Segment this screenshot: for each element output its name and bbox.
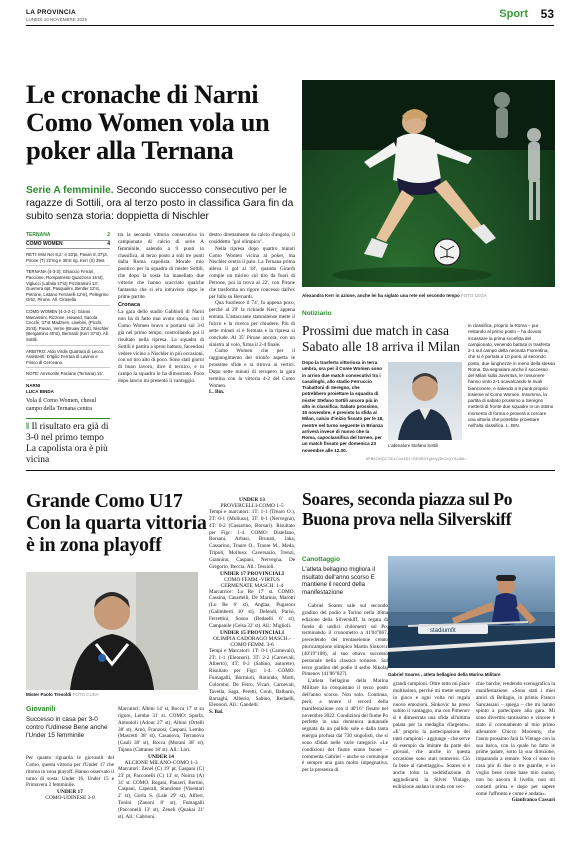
como-column-1 <box>26 755 114 801</box>
body-paragraph: Marcatrice: Lo Re 17' st. COMO: Cassina, Casartelli, De Marinis, Marotti (Lo Re 6' st), Anglaa, Pugaroni (Galimberti 10' st), Defendi, Parisi, Ferrettini, Sosno (Bedaelli 6' st), Campanile (Celsa 33' st). All.: Miglioli. <box>209 588 295 629</box>
body-paragraph: tra la seconda vittoria consecutiva in campionato di calcio di serie A femminile, salendo a 9 punti in classifica, al terzo posto a soli tre punti dalla Roma capolista. Morale mio positivo per la squadra di mister Sottili, che dopo la sosta ha inanellato due vittorie che hanno scacciato qualche fantasma che si era intravisto dopo le prime partite. <box>118 232 204 300</box>
subhead-como: Successo in casa per 3-0 contro l'Udinese Bene anche l'Under 15 femminile <box>26 716 108 739</box>
headline-milan: Prossimi due match in casa Sabato alle 18 arriva il Milan <box>302 323 460 354</box>
signature: L. Bin. <box>209 389 225 396</box>
box-referee: ARBITRO: Aldo Virdis Quartara di Lecco. Assistenti: D'Igilio Ferrara di Lavinio e Frisco di Cerceano. <box>26 349 110 369</box>
soares-photo-art <box>388 556 555 668</box>
stadiumfit-sign: stadiumfit <box>430 628 456 634</box>
box-goals: RETI: Mist Ner 8,2 ' e 33'pt, Pavan 6',37'pt, Pirone (T) 22'mg e 35'st rig, Kerr (S) 29st. <box>26 252 110 266</box>
match-score: COMO FEMM.-VIRTUS CERMENATE MASCH. 1-4 <box>220 576 284 589</box>
category-heading: UNDER 17 <box>57 789 83 796</box>
category-heading: UNDER 14 <box>148 753 174 760</box>
photo-soares <box>388 556 555 668</box>
body-paragraph: Tempi e Marcatori: 1T: 0-1 (Carnevali), 2T: 1-1 (Eleonori). 3T: 2-2 (Carnevali, Alberto), 4T: 0-2 (Sabino, autorete). Risultato per Figc: 1-4. COMO: Fumagalli, Bormioli, Rotondo, Motti, Colombo; De Ferro, Vicari, Carnevali, Tavella, Saga, Peretti, Conti, Balbarin, Barraghi, Alberio, Sabino, Redaelli, Eleonori. All.: Gandelli. <box>209 647 295 709</box>
body-paragraph: Tempi e marcatori: 1T: 1-1 (Trearo O.), 2T: 0-1 (Molluso), 3T: 0-1 (Nervegna), 4T: 0-2 (Cassarino, Borsari). Risultato per Figc: 1-4. COMO: Distefano, Borsani, Arbasi, Brunati, Jaka, Cassarino, Traore O., Traore M., Meda, Tripoli, Molluso; Caversazio, Trenzi, Giannino, Caspani, Nervegna, De Gregorio, Beccia. All.: Tessioli. <box>209 509 295 570</box>
results-box <box>26 232 110 466</box>
body-paragraph: Como Women che per il raggiungimento del trionfo aspetta le prossime sfide e si ritrova ai vertici. Dopo sette minuti di recupero la gara termina con la vittoria 4-2 del Como Women. <box>209 348 295 389</box>
issue-date: LUNEDÌ 10 NOVEMBRE 2025 <box>26 17 88 22</box>
signature: Gianfranco Cassari <box>511 797 555 804</box>
soares-column-1 <box>302 603 388 774</box>
team-name: COMO WOMEN <box>26 240 63 247</box>
body-paragraph: La gara dello stadio Gabbioli di Narni non ha di fatto mai avuto storia, con il Como Women bravo a portarsi sul 3-0 già nel primo tempo, controllando poi il risultato nella ripresa. La squadra di Sottili è partita a spron battuto, facendosi vedere vicino a Nischler in più occasioni, con un tiro alto di poco. Sono stati giorni di buon lavoro, dice il tecnico, e in campo la squadra lo ha dimostrato. Poco dopo lancio mi presentò il vantaggio. <box>118 309 204 384</box>
section-divider <box>26 470 555 471</box>
team-score: 4 <box>107 240 110 247</box>
narni-column-3 <box>209 232 295 396</box>
body-paragraph: L'atleta bellagino della Marina Militare ha conquistato il terzo posto dell'anno scorso. Non solo. Continua, però, a tenere il record della manifestazione con il 40'16" fissato nel novembre 2022. Condizioni del fiume Po perfette in una domenica autunnale segnata da un pallido sole e dalla tanta energia profusa dai 730 singolisti, che si sono sfidati nelle varie categorie. «Le condizioni del fiume erano buone – commenta Gabriel – anche se comunque è sempre una gara molto impegnativa, per la presenza di <box>302 678 388 774</box>
body-paragraph: in classifica, proprio la Roma – pur restando al primo posto – ha dovuto incassare la prima sconfitta del campionato, venendo battuta in trasferta 2-1 sul campo della neonata Fiorentina, che si è portata a 10 punti, al secondo posto, due lunghezze in meno della stessa Roma. Da segnalare anche il successo del Milan sulla Juventus, le rossonere hanno vinto 2-1 scavalcando le rivali bianconere, e salendo a 9 punti proprio insieme al Como Women. Insomma, la partita di sabato prossimo a Seregno metterà di fronte due squadre in un ottimo momento di forma e proverà a cercare una vittoria che potrebbe proiettare nell'alta classifica. <box>468 323 555 428</box>
body-paragraph: Qua fuoriesce il 74', fa appena poco, perché al 29' la richiude Kerr, appena entrata. L'attaccante statunitense mette il fulcro e la ricerca per chiudere. Più di sette minuti si è fermata e la ripresa si conclude. Al 35' Pirone ancora, con un sinistro al volo, firma il 2-4 finale. <box>209 300 295 348</box>
signature: S. Bal. <box>209 709 224 716</box>
box-notes: NOTE: Ammonite Paciane (Ternana) 15'. <box>26 371 110 380</box>
headline-como-u17: Grande Como U17 Con la quarta vittoria è in zona playoff <box>26 490 207 556</box>
milan-column-2 <box>468 323 555 429</box>
photo-tresoldi <box>26 572 198 690</box>
body-paragraph: grandi campioni. Oltre tutto mi piace moltissimo, perché mi mette sempre in gioco e ogni volta mi regala nuove emozioni. Sinkovic ha preso subito il vantaggio, ma con Pimenov si è dimostrata una sfida all'ultima palata per la medaglia d'argento». «E' proprio la partecipazione dei tanti campioni - aggiunge - che serve di esempio da imitare da parte dei giovani, che anche in questa occasione sono stati numerosi. Ciò fa bene al canottaggio». Soares si è anche tolto la soddisfazione di aggiudicarsi la Silver Vintage, esibizione andata in onda con vec- <box>393 681 470 790</box>
caption-sottili: L'allenatore Stefano Sottili <box>388 443 438 448</box>
section-name: Sport <box>499 8 528 20</box>
subhead-soares: L'atleta bellagino migliora il risultato dell'anno scorso E mantiene il record della manifestazione <box>302 566 375 596</box>
caption-tresoldi <box>26 692 198 697</box>
label-giovanili: Giovanili <box>26 706 56 713</box>
byline <box>26 383 110 395</box>
standing-row-como <box>26 241 110 250</box>
folio-code: 6PBKOHQCT5tLCnlr5D1+BESBV5gkHyj3hCcQYSvl8A= <box>366 457 468 461</box>
headline-narni: Le cronache di Narni Como Women vola un poker alla Ternana <box>26 79 270 165</box>
label-canottaggio: Canottaggio <box>302 556 340 563</box>
quote-bars-icon: ‖ <box>26 422 32 433</box>
masthead-rule <box>26 25 554 26</box>
label-notiziario: Notiziario <box>302 310 332 317</box>
category-heading: UNDER 15 PROVINCIALI <box>219 629 285 636</box>
body-paragraph: Per quanto riguarda le giovanili del Como, questa vittoria per l'Under 17 che ritorna in zona playoff. Hanno osservato il turno di sosta: Under 16, Under 15 e Primavera 2 femminile. <box>26 755 114 789</box>
match-score: PROVERCELLI-COMO 1-5 <box>220 503 284 509</box>
team-score: 2 <box>107 232 110 238</box>
como-column-3 <box>209 497 295 716</box>
photo-credit: FOTO LEGA <box>461 293 487 298</box>
byline-place: NARNI <box>26 382 41 388</box>
caption-text: Alexandra Kerr in azione, anche lei ha siglato una rete nel secondo tempo <box>302 293 460 298</box>
subhead-cronaca: Cronaca <box>118 302 141 309</box>
body-paragraph: destro direttamente da calcio d'angolo, il cosiddetto "gol olimpico". <box>209 232 295 245</box>
headline-soares: Soares, seconda piazza sul Po Buona prova nella Silverskiff <box>302 489 513 529</box>
body-paragraph: Marcatori: Albini 14' st, Bocca 17' st su rigore, Lembo 31' st. COMO: Sparfa, Antonioli (Adour 27' st), Albini (Ortelli 38' st), Arnò, Franzosi, Caspani, Lembo (Mascetti 38' st), Casanova, Terranova (Cauli 38' st), Bocca (Morani 38' st), Tajano (Cattaneo 18' st). All.: Lori. <box>118 706 204 754</box>
tresoldi-photo-art <box>26 572 198 690</box>
match-score: ALCIONE MILANO-COMO 1-3 <box>124 759 198 766</box>
caption-soares: Gabriel Soares , atleta bellagino della Marina Militare <box>388 672 501 677</box>
body-paragraph: Nella ripresa dopo quattro minuti Como Women vicina al poker, ma Nischler centra il palo. La Ternana prima alleva il gol al 18', quando Girardi compie un mirino col tiro da fuori di Petrone, poi la trova al 22', con Pirone che trasforma un rigore concesso dall'ex per fallo su Bernardi. <box>209 245 295 300</box>
box-ternana-lineup: TERNANA (4-3-3): Ghiaccio Ferrari, Paccione, Rompamenti Quazzoso 15'st), Viglucci (Lafaila 27'st) Pizzitramini 13', Guerrera 6pt, Pasqualini, Bentler 12'st, Petrone, Listano Ferrarelli 12'st), Pellegrino Ortiz, Pirone. All. Cirasella <box>26 269 110 306</box>
milan-lead: Dopo la trasferta vittoriosa in terra umbra, ora per il Come Women sono in arrivo due match consecutivi tra i casalinghi, allo stadio Ferruccio Trabattoni di Seregno, che potrebbero proiettare la squadra di mister Stefano Sottili ancora più in alto in classifica. Sabato prossimo, 15 novembre, è previsto la sfida al Milan, calcio d'inizio fissato per le 18, mentre nel turno seguente in Brianza arriverà invece di nuovo che la Roma, capoclassifica del torneo, per un match fissato per domenica 23 novembre alle 12.30. <box>302 360 384 453</box>
signature: L. BIN. <box>505 423 520 428</box>
photo-kerr <box>302 80 555 287</box>
body-paragraph: Gabriel Soares sale sul secondo gradino del podio a Torino nella 36ma edizione della Silverskiff, la regata di fondo di undici chilometri sul Po, terminando il cronometro a 41'04"867, precedendo del trentaseienne creato pluricampione olimpico Martin Sinkovic (40'19"108), al suo ottavo successo personale nella classica torinese. Sul terzo gradino del podio il serbo Nikolaj Pimenov (41'06"827). <box>302 603 388 678</box>
kicker-serie-a: Serie A femminile. <box>26 185 114 196</box>
team-name: TERNANA <box>26 232 51 238</box>
category-heading: UNDER 17 PROVINCIALI <box>219 570 285 577</box>
body-paragraph: chie barche, rendendo scenografica la manifestazione. «Sono stati i miei amici di Bellagio, in primis Franco Sancassani – spiega – che mi hanno spinto a partecipare alla gara. Mi sono divertito tantissimo e vincere è stato il coronamento al mio primo allenatore Chicco Mocenny, che l'anno prossimo farà la Vintage con la sua barca, con la quale ho fatto le prime palate, sotto la sua direzione, imparando a remare. Non ci sono in casa più di due o tre guardie, e io voglio bene come base mio suono, non ho ancora il livello, non mi contatti prima e dopo per sapere come l'affronto e come è andata». <box>476 681 555 797</box>
soares-column-3 <box>476 681 555 804</box>
page-number: 53 <box>540 7 554 21</box>
match-score: OLIMPIA CADORAGO MASCH.-COMO FEMM. 3-6 <box>213 635 291 648</box>
soares-column-2 <box>393 681 470 791</box>
masthead <box>26 8 554 38</box>
byline-author: LUCA BINDA <box>26 388 54 394</box>
standing-row-ternana <box>26 232 110 241</box>
intro-text: Vola il Como Women, chesul campo della Ternana centra <box>26 397 97 412</box>
pullquote <box>26 418 110 466</box>
sottili-photo-art <box>388 362 462 440</box>
photo-credit: FOTO CUSA <box>72 692 99 697</box>
narni-column-2 <box>118 232 204 385</box>
subhead-narni <box>26 184 294 223</box>
subhead-text: Secondo successo consecutivo per le ragazze di Sottili, ora al terzo posto in classifica Gara fin da subito senza storia: doppietta di Nischler <box>26 185 294 222</box>
box-como-lineup: COMO WOMEN (4-3-2-1): Gianni Marcassini, Rizzone, Howard, Sacola Cecchi, 37'st Madzsen, Lisebini, (Picchi, 25'st), Pavan, Verne (Bruaw 32'st), Nischler (Bergamino 40'st), Bernardi (Kerr 37'st). All. Sottili. <box>26 309 110 346</box>
caption-text: Mister Paolo Tresoldi <box>26 692 72 697</box>
como-column-2 <box>118 706 204 821</box>
category-heading: UNDER 13 <box>239 497 265 503</box>
paper-name: LA PROVINCIA <box>26 9 76 16</box>
match-score: COMO-UDINESE 3-0 <box>45 795 95 802</box>
body-paragraph: Marcatori: Zenel (C) 19' pt, Caspani (C) 23' pt, Pacconelli (C) 13' st, Noirra (A) 31' st. COMO: Bogani, Panzeri, Bertini, Caspani, Caperali, Stanzione (Visentari 2' st), Gorla S. (Lale 29' st), Alfieri, Tonini (Zanoni 8' st), Fumagalli (Pacconelli 13' st), Zeneli (Quakai 21' st). All.: Cabrioni. <box>118 765 204 820</box>
photo-sottili <box>388 362 462 440</box>
pullquote-text: Il risultato era già di 3-0 nel primo tempo La capolista ora è più vicina <box>26 422 109 466</box>
kerr-photo-art <box>302 80 555 287</box>
caption-kerr <box>302 293 555 298</box>
